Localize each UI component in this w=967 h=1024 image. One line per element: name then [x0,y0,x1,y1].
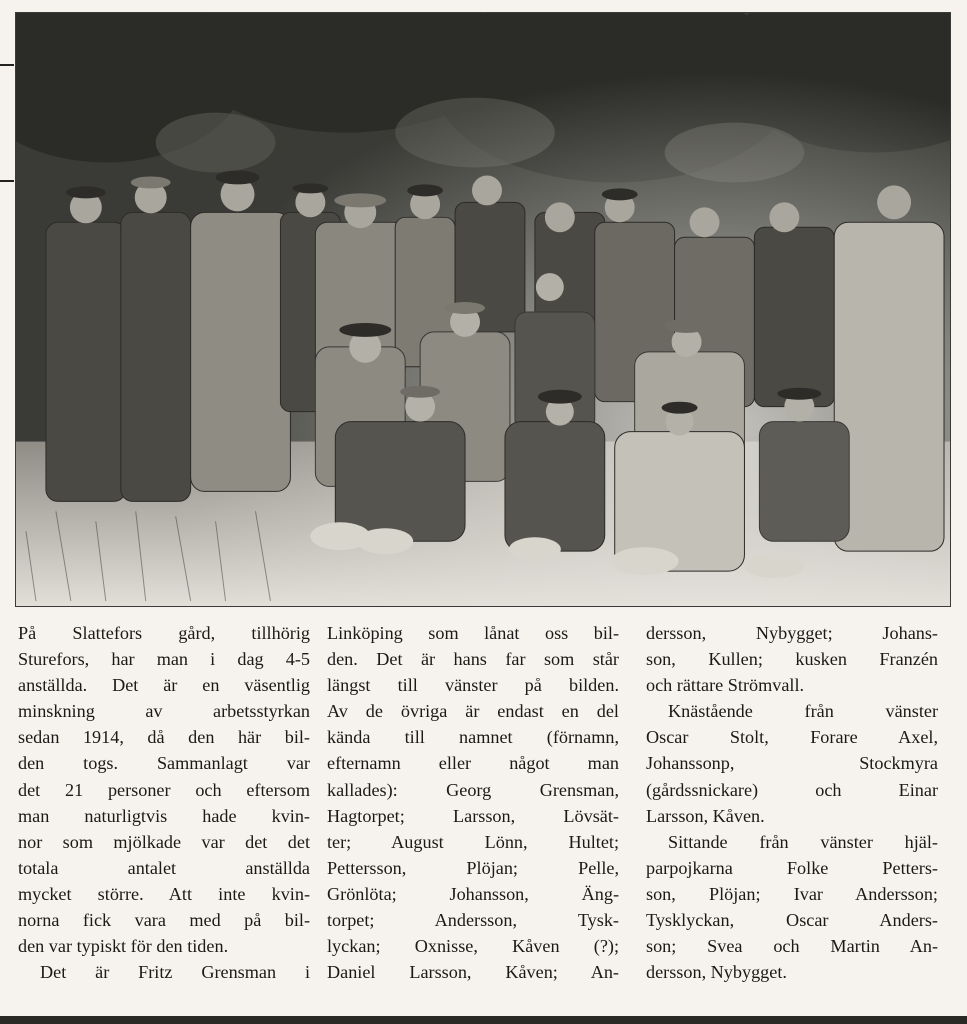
text-line: son, Plöjan; Ivar Andersson; [646,883,938,904]
group-photo [15,12,951,607]
text-line: den togs. Sammanlagt var [18,753,310,774]
text-line: (gårdssnickare) och Einar [646,779,938,800]
text-line: kallades): Georg Grensman, [327,779,619,800]
text-line: Johanssonp, Stockmyra [646,753,938,774]
bottom-border [0,1016,967,1024]
article-column-1 [18,620,310,985]
text-line: kända till namnet (förnamn, [327,727,619,748]
text-line: den var typiskt för den tiden. [18,936,229,957]
text-line: lyckan; Oxnisse, Kåven (?); [327,936,619,957]
text-line: son, Kullen; kusken Franzén [646,649,938,670]
text-line: sedan 1914, då den här bil- [18,727,310,748]
text-line: Oscar Stolt, Forare Axel, [646,727,938,748]
text-line: ter; August Lönn, Hultet; [327,831,619,852]
paragraph-seated [646,829,938,986]
paragraph-1 [18,620,310,959]
page-edge-mark-bottom [0,180,14,182]
group-photo-icon [16,13,950,606]
text-line: parpojkarna Folke Petters- [646,857,938,878]
paragraph-kneeling [646,698,938,828]
paragraph-2-end [646,620,938,698]
text-line: dersson, Nybygget. [646,962,787,983]
article-column-2 [327,620,619,985]
text-line: minskning av arbetsstyrkan [18,701,310,722]
text-line: dersson, Nybygget; Johans- [646,623,938,643]
text-line: efternamn eller något man [327,753,619,774]
text-line: Av de övriga är endast en del [327,701,619,722]
paragraph-2-cont [327,620,619,985]
text-line: man naturligtvis hade kvin- [18,805,310,826]
text-line: Hagtorpet; Larsson, Lövsät- [327,805,619,826]
text-line: Daniel Larsson, Kåven; An- [327,962,619,983]
text-line: son; Svea och Martin An- [646,936,938,957]
text-line: och rättare Strömvall. [646,675,805,696]
text-line: Linköping som lånat oss bil- [327,623,619,643]
text-line: Knästående från vänster [668,701,938,722]
text-line: Tysklyckan, Oscar Anders- [646,910,938,931]
page-edge-mark-top [0,64,14,66]
text-line: På Slattefors gård, tillhörig [18,623,310,643]
text-line: mycket större. Att inte kvin- [18,883,310,904]
text-line: Sturefors, har man i dag 4-5 [18,649,310,670]
text-line: totala antalet anställda [18,857,310,878]
text-line: Sittande från vänster hjäl- [668,831,938,852]
text-line: torpet; Andersson, Tysk- [327,910,619,931]
text-line: nor som mjölkade var det det [18,831,310,852]
article-text [18,620,938,1015]
text-line: Grönlöta; Johansson, Äng- [327,883,619,904]
text-line: anställda. Det är en väsentlig [18,675,310,696]
article-column-3 [646,620,938,985]
text-line: Larsson, Kåven. [646,805,765,826]
text-line: Det är Fritz Grensman i [40,962,310,983]
text-line: Pettersson, Plöjan; Pelle, [327,857,619,878]
text-line: längst till vänster på bilden. [327,675,619,696]
text-line: den. Det är hans far som står [327,649,619,670]
text-line: norna fick vara med på bil- [18,910,310,931]
paragraph-2 [18,959,310,985]
text-line: det 21 personer och eftersom [18,779,310,800]
